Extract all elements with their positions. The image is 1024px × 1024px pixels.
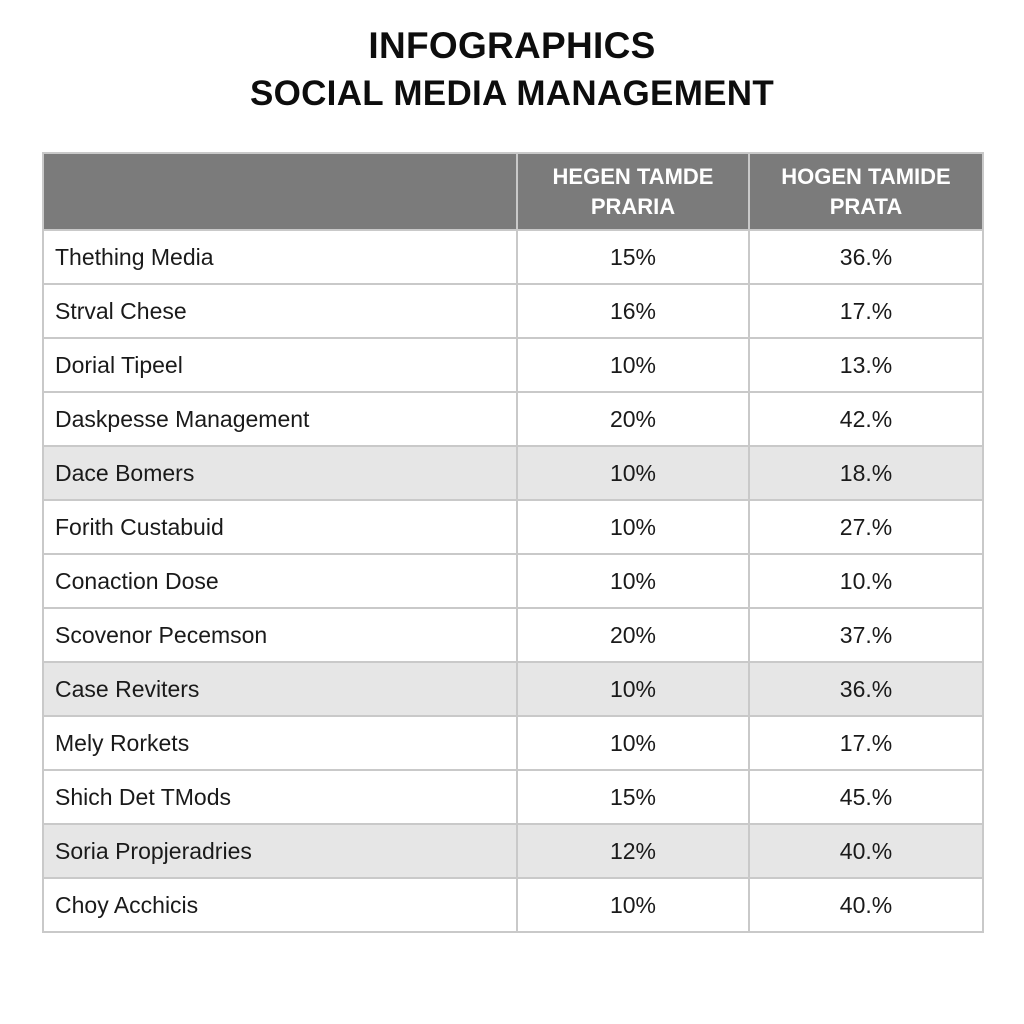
row-value-a: 10% [517,338,749,392]
table-row [43,878,983,932]
header-label-column [43,153,517,230]
table-header-row [43,153,983,230]
header-column-b: HOGEN TAMIDE PRATA [749,153,983,230]
row-value-b: 36.% [749,230,983,284]
row-label: Thething Media [43,230,517,284]
row-value-a: 12% [517,824,749,878]
table-row [43,554,983,608]
row-label: Daskpesse Management [43,392,517,446]
row-label: Strval Chese [43,284,517,338]
row-value-b: 40.% [749,824,983,878]
row-label: Choy Acchicis [43,878,517,932]
data-table-container [42,152,982,933]
table-row [43,770,983,824]
row-value-b: 13.% [749,338,983,392]
row-value-a: 10% [517,500,749,554]
row-value-a: 20% [517,392,749,446]
table-row [43,230,983,284]
row-value-b: 40.% [749,878,983,932]
table-row [43,716,983,770]
row-label: Dorial Tipeel [43,338,517,392]
row-label: Shich Det TMods [43,770,517,824]
row-label: Case Reviters [43,662,517,716]
table-row [43,608,983,662]
row-value-a: 10% [517,662,749,716]
data-table [42,152,984,933]
row-value-b: 45.% [749,770,983,824]
row-label: Forith Custabuid [43,500,517,554]
row-label: Scovenor Pecemson [43,608,517,662]
table-row [43,392,983,446]
row-value-b: 17.% [749,716,983,770]
row-label: Soria Propjeradries [43,824,517,878]
header-column-a: HEGEN TAMDE PRARIA [517,153,749,230]
title-block [0,22,1024,118]
table-row [43,338,983,392]
row-value-a: 10% [517,716,749,770]
row-label: Dace Bomers [43,446,517,500]
row-value-a: 16% [517,284,749,338]
row-value-b: 18.% [749,446,983,500]
row-value-a: 15% [517,230,749,284]
table-row [43,500,983,554]
row-value-a: 10% [517,554,749,608]
row-label: Conaction Dose [43,554,517,608]
row-value-b: 36.% [749,662,983,716]
row-value-b: 42.% [749,392,983,446]
row-value-b: 27.% [749,500,983,554]
page-subtitle: SOCIAL MEDIA MANAGEMENT [249,74,775,113]
row-value-b: 10.% [749,554,983,608]
row-value-a: 10% [517,446,749,500]
table-row [43,446,983,500]
row-value-a: 10% [517,878,749,932]
row-value-b: 37.% [749,608,983,662]
table-body [43,230,983,932]
row-value-a: 15% [517,770,749,824]
table-row [43,284,983,338]
row-value-b: 17.% [749,284,983,338]
row-value-a: 20% [517,608,749,662]
page-title: INFOGRAPHICS [368,25,656,66]
table-row [43,824,983,878]
table-row [43,662,983,716]
row-label: Mely Rorkets [43,716,517,770]
